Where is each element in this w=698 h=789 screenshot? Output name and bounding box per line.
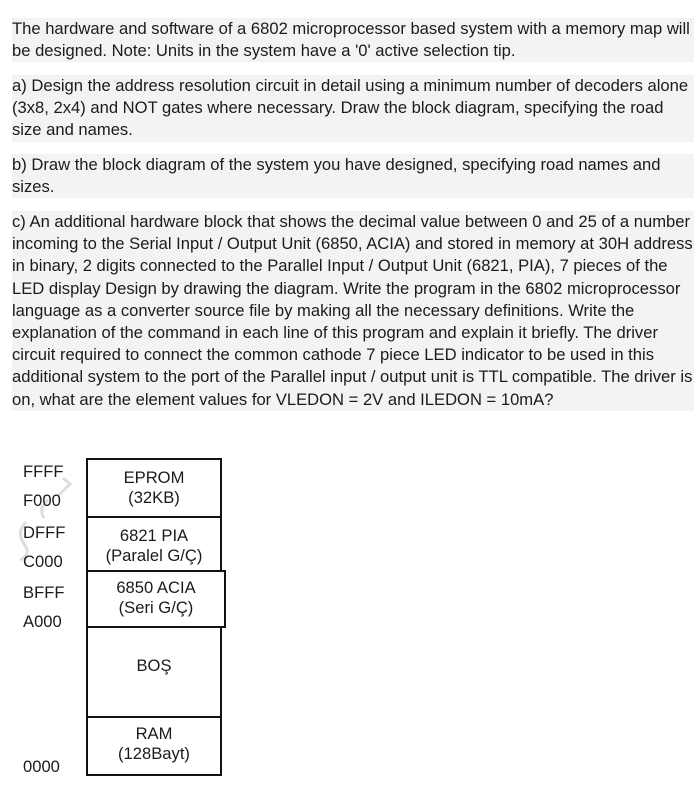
block-name: 6850 ACIA bbox=[116, 578, 196, 597]
pia-block bbox=[86, 516, 222, 572]
block-size: (128Bayt) bbox=[118, 744, 190, 763]
ram-block bbox=[86, 716, 222, 776]
block-description: (Paralel G/Ç) bbox=[105, 546, 203, 565]
block-name: EPROM bbox=[123, 468, 185, 487]
eprom-block bbox=[86, 458, 222, 518]
address-label-dfff: DFFF bbox=[23, 523, 66, 542]
question-part-a: a) Design the address resolution circuit in detail using a minimum number of decoders alone (3x8, 2x4) and NOT gates where necessary. Draw the block diagram, specifying the road size and names. bbox=[12, 75, 694, 142]
empty-block bbox=[86, 626, 222, 718]
acia-block bbox=[86, 570, 226, 628]
block-name: BOŞ bbox=[136, 656, 172, 675]
block-description: (Seri G/Ç) bbox=[118, 598, 194, 617]
question-part-b: b) Draw the block diagram of the system you have designed, specifying road names and sizes. bbox=[12, 154, 694, 198]
address-label-a000: A000 bbox=[23, 612, 62, 631]
address-label-c000: C000 bbox=[23, 552, 63, 571]
block-size: (32KB) bbox=[128, 488, 180, 507]
memory-map-diagram bbox=[0, 456, 260, 786]
address-label-bfff: BFFF bbox=[23, 583, 65, 602]
block-name: 6821 PIA bbox=[119, 526, 189, 545]
block-name: RAM bbox=[135, 724, 173, 743]
address-label-f000: F000 bbox=[23, 491, 61, 510]
address-label-ffff: FFFF bbox=[23, 462, 64, 481]
question-part-c: c) An additional hardware block that shows the decimal value between 0 and 25 of a number incoming to the Serial Input / Output Unit (6850, ACIA) and stored in memory at 30H address in binary, 2 digits connected to the Parallel Input / Output Unit (6821, PIA), 7 pieces of the LED display Design by drawing the diagram. Write the program in the 6802 microprocessor language as a converter source file by making all the necessary definitions. Write the explanation of the command in each line of this program and explain it briefly. The driver circuit required to connect the common cathode 7 piece LED indicator to be used in this additional system to the port of the Parallel input / output unit is TTL compatible. The driver is on, what are the element values for VLEDON = 2V and ILEDON = 10mA? bbox=[12, 211, 694, 411]
question-intro: The hardware and software of a 6802 microprocessor based system with a memory map will be designed. Note: Units in the system have a '0' active selection tip. bbox=[12, 18, 694, 62]
address-label-0000: 0000 bbox=[23, 757, 60, 776]
